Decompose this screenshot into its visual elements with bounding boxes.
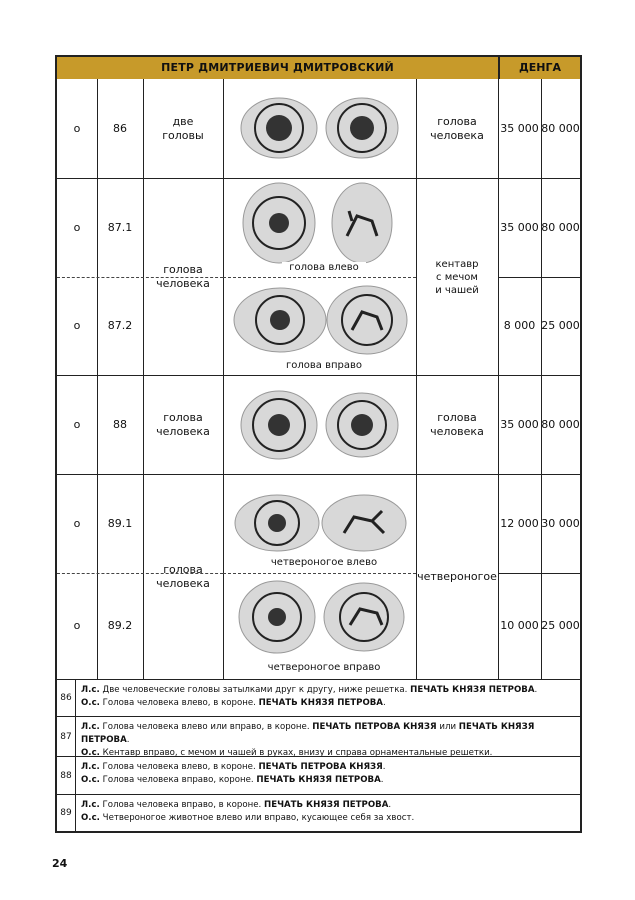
obverse-text: или bbox=[439, 722, 457, 732]
rarity-cell: о bbox=[73, 121, 81, 135]
obverse-label: Л.с. bbox=[81, 800, 100, 810]
price-2: 30 000 bbox=[541, 516, 580, 530]
obverse-description: голова человека bbox=[156, 563, 210, 590]
punct: . bbox=[382, 698, 386, 708]
denomination-label: ДЕНГА bbox=[498, 57, 580, 79]
obverse-legend: ПЕЧАТЬ ПЕТРОВА КНЯЗЯ bbox=[258, 762, 383, 772]
ruler-title: ПЕТР ДМИТРИЕВИЧ ДМИТРОВСКИЙ bbox=[161, 61, 394, 74]
coin-image-pair bbox=[232, 577, 412, 657]
reverse-description: четвероногое bbox=[417, 570, 497, 583]
reverse-description: голова человека bbox=[430, 114, 484, 142]
price-1: 10 000 bbox=[500, 619, 539, 632]
reverse-text: Голова человека влево, в короне. bbox=[102, 698, 256, 708]
obverse-description: две головы bbox=[162, 114, 204, 142]
note-number: 86 bbox=[57, 680, 76, 717]
note-number: 87 bbox=[57, 717, 76, 757]
reverse-label: О.с. bbox=[81, 698, 100, 708]
price-2: 80 000 bbox=[541, 121, 580, 135]
coin-caption: четвероногое вправо bbox=[262, 662, 386, 673]
coin-caption: голова вправо bbox=[277, 360, 371, 371]
note-text bbox=[81, 761, 576, 787]
note-88 bbox=[57, 756, 580, 795]
catalog-number: 89.1 bbox=[107, 516, 133, 530]
obverse-text: Голова человека влево или вправо, в короне. bbox=[102, 722, 310, 732]
note-number: 89 bbox=[57, 795, 76, 832]
price-2: 25 000 bbox=[541, 319, 580, 332]
price-1: 35 000 bbox=[500, 417, 539, 431]
price-2: 80 000 bbox=[541, 220, 580, 234]
price-1: 8 000 bbox=[503, 319, 536, 332]
reverse-label: О.с. bbox=[81, 748, 100, 758]
obverse-legend: ПЕЧАТЬ КНЯЗЯ ПЕТРОВА bbox=[410, 685, 535, 695]
catalog-number: 89.2 bbox=[107, 619, 133, 632]
rarity-cell: о bbox=[73, 417, 81, 431]
obverse-legend: ПЕЧАТЬ КНЯЗЯ ПЕТРОВА bbox=[264, 800, 389, 810]
punct: . bbox=[388, 800, 392, 810]
obverse-text: Две человеческие головы затылками друг к другу, ниже решетка. bbox=[102, 685, 408, 695]
rarity-cell: о bbox=[73, 220, 81, 234]
obverse-description: голова человека bbox=[156, 263, 210, 290]
punct: . bbox=[534, 685, 538, 695]
catalog-number: 86 bbox=[113, 121, 127, 135]
catalog-number: 88 bbox=[113, 417, 127, 431]
catalog-number: 87.1 bbox=[107, 220, 133, 234]
price-2: 25 000 bbox=[541, 619, 580, 632]
rarity-cell: о bbox=[73, 516, 81, 530]
coin-image-pair bbox=[237, 388, 407, 462]
reverse-text: Кентавр вправо, с мечом и чашей в руках, внизу и справа орнаментальные решетки. bbox=[102, 748, 493, 758]
reverse-legend: ПЕЧАТЬ КНЯЗЯ ПЕТРОВА bbox=[256, 775, 381, 785]
obverse-description: голова человека bbox=[156, 410, 210, 438]
price-1: 35 000 bbox=[500, 121, 539, 135]
note-text bbox=[81, 684, 576, 710]
punct: . bbox=[380, 775, 384, 785]
obverse-legend: ПЕЧАТЬ ПЕТРОВА КНЯЗЯ bbox=[312, 722, 437, 732]
obverse-label: Л.с. bbox=[81, 722, 100, 732]
catalog-number: 87.2 bbox=[107, 319, 133, 332]
obverse-label: Л.с. bbox=[81, 685, 100, 695]
obverse-text: Голова человека вправо, в короне. bbox=[102, 800, 262, 810]
punct: . bbox=[382, 762, 386, 772]
obverse-legend: ПЕЧАТЬ КНЯЗЯ ПЕТРОВА bbox=[81, 722, 535, 745]
dashed-line bbox=[223, 573, 416, 574]
punct: . bbox=[126, 735, 130, 745]
note-number: 88 bbox=[57, 757, 76, 795]
page-number: 24 bbox=[52, 857, 68, 870]
table-header bbox=[57, 57, 580, 79]
reverse-text: Голова человека вправо, короне. bbox=[102, 775, 254, 785]
reverse-label: О.с. bbox=[81, 813, 100, 823]
coin-image-pair bbox=[232, 491, 412, 555]
grid-line bbox=[223, 79, 224, 679]
obverse-text: Голова человека влево, в короне. bbox=[102, 762, 256, 772]
dashed-line bbox=[223, 277, 416, 278]
note-87 bbox=[57, 716, 580, 757]
reverse-text: Четвероногое животное влево или вправо, кусающее себя за хвост. bbox=[102, 813, 415, 823]
price-2: 80 000 bbox=[541, 417, 580, 431]
reverse-description: кентавр с мечом и чашей bbox=[435, 258, 479, 296]
rarity-cell: о bbox=[73, 619, 81, 632]
coin-caption: четвероногое влево bbox=[267, 557, 381, 568]
note-text bbox=[81, 799, 576, 825]
note-89 bbox=[57, 794, 580, 832]
price-1: 12 000 bbox=[500, 516, 539, 530]
rarity-cell: о bbox=[73, 319, 81, 332]
reverse-label: О.с. bbox=[81, 775, 100, 785]
reverse-legend: ПЕЧАТЬ КНЯЗЯ ПЕТРОВА bbox=[258, 698, 383, 708]
note-text bbox=[81, 721, 576, 760]
obverse-label: Л.с. bbox=[81, 762, 100, 772]
note-86 bbox=[57, 679, 580, 717]
coin-image-pair bbox=[237, 95, 407, 161]
catalog-table bbox=[55, 55, 582, 833]
coin-caption: голова влево bbox=[282, 262, 366, 273]
price-1: 35 000 bbox=[500, 220, 539, 234]
coin-image-pair bbox=[237, 181, 407, 267]
coin-image-pair bbox=[232, 282, 412, 362]
reverse-description: голова человека bbox=[430, 410, 484, 438]
